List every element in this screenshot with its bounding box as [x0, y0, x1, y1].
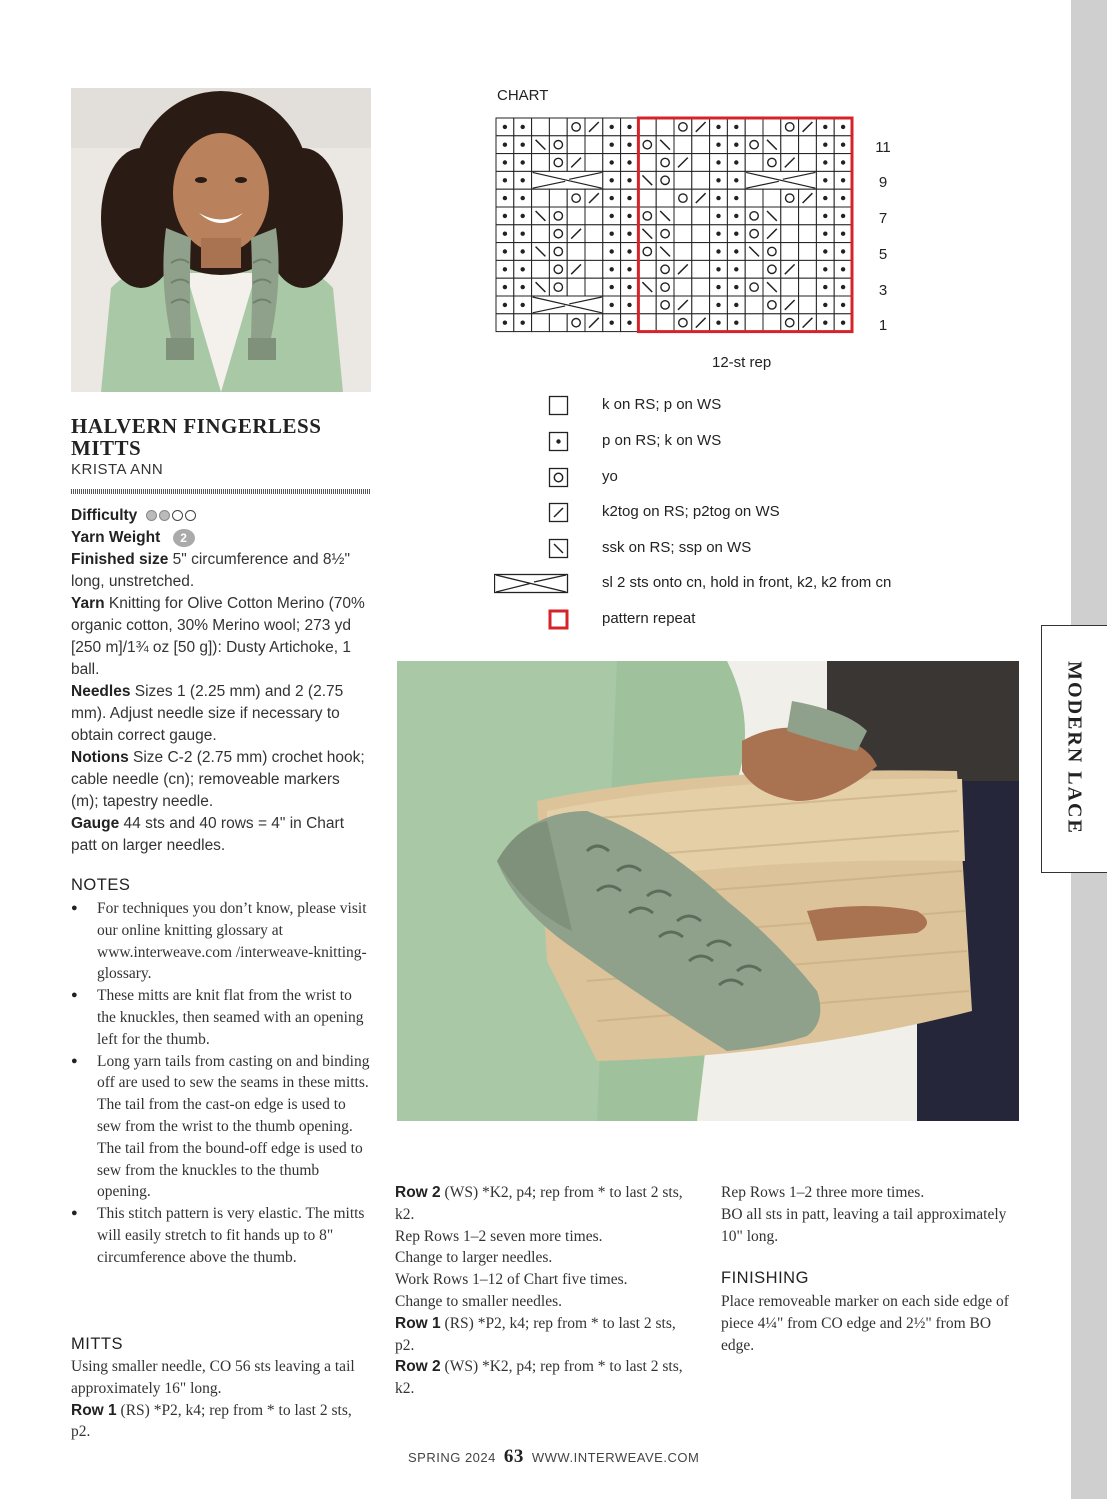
issue-label: SPRING 2024 — [408, 1450, 496, 1465]
purl-dot — [627, 267, 631, 271]
purl-dot — [521, 178, 525, 182]
row-1-line — [395, 1313, 685, 1357]
row-text: (WS) *K2, p4; rep from * to last 2 sts, k2. — [395, 1358, 683, 1398]
purl-dot — [610, 125, 614, 129]
purl-dot — [734, 125, 738, 129]
stitch-cell — [692, 278, 710, 296]
stitch-cell — [567, 278, 585, 296]
needles-line — [71, 681, 371, 747]
stitch-cell — [763, 154, 781, 172]
purl-dot — [841, 249, 845, 253]
website: WWW.INTERWEAVE.COM — [531, 1450, 700, 1465]
purl-dot — [610, 143, 614, 147]
stitch-cell — [692, 243, 710, 261]
purl-dot — [823, 143, 827, 147]
row-number: 7 — [878, 210, 888, 227]
needles-label: Needles — [71, 683, 131, 701]
stitch-cell — [638, 136, 656, 154]
row-number: 11 — [875, 139, 891, 156]
legend-cable — [494, 572, 934, 596]
stitch-cell — [674, 171, 692, 189]
stitch-cell — [638, 189, 656, 207]
stitch-cell — [549, 243, 567, 261]
purl-dot — [734, 143, 738, 147]
purl-dot — [610, 249, 614, 253]
purl-dot — [503, 143, 507, 147]
stitch-cell — [799, 260, 817, 278]
stitch-cell — [692, 207, 710, 225]
legend-label: ssk on RS; ssp on WS — [602, 539, 752, 556]
stitch-cell — [674, 118, 692, 136]
stitch-cell — [638, 243, 656, 261]
finishing-text: Place removeable marker on each side edge of piece 4¼" from CO edge and 2½" from BO edge. — [721, 1293, 1009, 1354]
purl-dot — [610, 285, 614, 289]
stitch-cell — [799, 296, 817, 314]
stitch-cell — [745, 296, 763, 314]
stitch-cell — [532, 189, 550, 207]
stitch-cell — [674, 314, 692, 332]
row-text: (RS) *P2, k4; rep from * to last 2 sts, p2. — [395, 1314, 676, 1354]
purl-dot — [503, 249, 507, 253]
purl-dot — [627, 321, 631, 325]
purl-dot — [503, 125, 507, 129]
stitch-cell — [532, 118, 550, 136]
stitch-cell — [585, 207, 603, 225]
finished-size-line — [71, 549, 371, 593]
stitch-cell — [638, 207, 656, 225]
stitch-cell — [799, 207, 817, 225]
purl-dot — [734, 178, 738, 182]
stitch-cell — [781, 314, 799, 332]
purl-dot — [610, 196, 614, 200]
purl-dot — [841, 196, 845, 200]
purl-dot — [627, 178, 631, 182]
purl-dot — [716, 160, 720, 164]
purl-dot — [823, 267, 827, 271]
purl-dot — [841, 232, 845, 236]
model-portrait-photo — [71, 88, 371, 392]
stitch-cell — [585, 225, 603, 243]
finished-size-text: 5" circumference and 8½" long, unstretched. — [71, 551, 350, 591]
stitch-cell — [763, 118, 781, 136]
pattern-specs — [71, 505, 371, 857]
portrait-illustration — [71, 88, 371, 392]
purl-dot — [521, 321, 525, 325]
stitch-cell — [763, 260, 781, 278]
purl-dot — [841, 125, 845, 129]
note-item: ● These mitts are knit flat from the wrist to the knuckles, then seamed with an opening left for the thumb. — [71, 985, 371, 1050]
stitch-cell — [692, 136, 710, 154]
stitch-cell — [638, 260, 656, 278]
notions-label: Notions — [71, 749, 129, 767]
purl-dot — [521, 214, 525, 218]
stitch-cell — [567, 118, 585, 136]
page-footer — [408, 1446, 699, 1468]
stitch-cell — [745, 136, 763, 154]
purl-dot — [521, 303, 525, 307]
mitts-row-1 — [71, 1400, 371, 1444]
purl-dot — [521, 232, 525, 236]
stitch-cell — [567, 207, 585, 225]
stitch-cell — [692, 225, 710, 243]
stitch-cell — [656, 314, 674, 332]
row-label: Row 1 — [71, 1401, 117, 1419]
row-label: Row 2 — [395, 1358, 441, 1376]
purl-dot — [627, 303, 631, 307]
purl-dot — [734, 303, 738, 307]
row-number: 9 — [878, 174, 888, 191]
larger-needles-line: Change to larger needles. — [395, 1249, 553, 1267]
stitch-cell — [585, 260, 603, 278]
purl-dot — [841, 285, 845, 289]
stitch-cell — [692, 154, 710, 172]
purl-dot — [521, 125, 525, 129]
purl-dot — [627, 285, 631, 289]
chart-title: CHART — [497, 87, 549, 104]
purl-dot — [841, 160, 845, 164]
finishing-instructions — [721, 1291, 1016, 1356]
stitch-cell — [745, 225, 763, 243]
stitch-cell — [656, 278, 674, 296]
stitch-cell — [638, 154, 656, 172]
purl-dot — [521, 249, 525, 253]
purl-dot — [627, 214, 631, 218]
stitch-cell — [781, 278, 799, 296]
purl-dot — [503, 214, 507, 218]
purl-dot — [503, 178, 507, 182]
stitch-cell — [745, 154, 763, 172]
difficulty-dot — [172, 510, 183, 521]
repeat-line: Rep Rows 1–2 seven more times. — [395, 1227, 603, 1245]
instructions-column-3 — [721, 1182, 1016, 1247]
purl-dot — [503, 232, 507, 236]
purl-dot — [716, 178, 720, 182]
stitch-cell — [799, 243, 817, 261]
purl-dot — [823, 303, 827, 307]
stitch-cell — [745, 314, 763, 332]
purl-dot — [734, 160, 738, 164]
yarn-label: Yarn — [71, 595, 105, 613]
row-2b-line — [395, 1356, 685, 1400]
repeat-three-line: Rep Rows 1–2 three more times. — [721, 1184, 925, 1201]
note-item: ● Long yarn tails from casting on and binding off are used to sew the seams in these mitts. The tail from the cast-on edge is used to sew from the wrist to the thumb opening. The tail from the bound-off edge is used to sew from the knuckles to the thumb opening. — [71, 1051, 371, 1204]
stitch-cell — [532, 260, 550, 278]
stitch-cell — [567, 189, 585, 207]
purl-dot — [716, 196, 720, 200]
legend-label: sl 2 sts onto cn, hold in front, k2, k2 from cn — [602, 574, 892, 591]
knit-symbol-icon — [494, 394, 604, 418]
row-number: 1 — [878, 317, 888, 334]
purl-dot — [823, 196, 827, 200]
stitch-cell — [799, 154, 817, 172]
purl-dot — [610, 267, 614, 271]
purl-dot — [610, 160, 614, 164]
stitch-cell — [656, 260, 674, 278]
purl-dot — [521, 143, 525, 147]
stitch-cell — [692, 171, 710, 189]
row-text: (WS) *K2, p4; rep from * to last 2 sts, k2. — [395, 1184, 683, 1223]
smaller-needles-line: Change to smaller needles. — [395, 1292, 563, 1310]
purl-dot — [610, 321, 614, 325]
purl-dot — [841, 303, 845, 307]
purl-dot — [841, 143, 845, 147]
stitch-cell — [549, 278, 567, 296]
purl-dot — [823, 285, 827, 289]
difficulty-dot — [185, 510, 196, 521]
gauge-text: 44 sts and 40 rows = 4" in Chart patt on larger needles. — [71, 815, 345, 855]
purl-dot — [716, 232, 720, 236]
notions-text: Size C-2 (2.75 mm) crochet hook; cable needle (cn); removeable markers (m); tapestry needle. — [71, 749, 365, 811]
stitch-cell — [549, 225, 567, 243]
yarn-weight-label: Yarn Weight — [71, 529, 161, 547]
purl-dot — [734, 196, 738, 200]
stitch-cell — [656, 118, 674, 136]
stitch-cell — [549, 314, 567, 332]
row-2-line — [395, 1182, 685, 1226]
purl-dot — [627, 125, 631, 129]
k2tog-symbol-icon — [494, 501, 604, 525]
purl-dot — [823, 178, 827, 182]
stitch-cell — [763, 189, 781, 207]
stitch-cell — [549, 260, 567, 278]
stitch-cell — [781, 243, 799, 261]
stitch-cell — [674, 243, 692, 261]
purl-dot — [716, 285, 720, 289]
row-text: (RS) *P2, k4; rep from * to last 2 sts, p2. — [71, 1401, 352, 1441]
purl-dot — [716, 321, 720, 325]
purl-dot — [823, 321, 827, 325]
stitch-cell — [532, 154, 550, 172]
notes-heading: NOTES — [71, 876, 131, 894]
stitch-cell — [674, 189, 692, 207]
purl-dot — [823, 160, 827, 164]
stitch-cell — [638, 118, 656, 136]
chart-line: Work Rows 1–12 of Chart five times. — [395, 1271, 628, 1289]
purl-dot — [841, 321, 845, 325]
stitch-cell — [656, 189, 674, 207]
row-label: Row 1 — [395, 1314, 441, 1332]
cable-symbol-icon — [494, 572, 604, 596]
stitch-chart — [490, 112, 870, 348]
legend-label: p on RS; k on WS — [602, 432, 722, 449]
stitch-cell — [585, 154, 603, 172]
mitt-clutch-photo — [397, 661, 1019, 1121]
stitch-cell — [532, 314, 550, 332]
legend-ssk — [494, 537, 934, 561]
legend-k2tog — [494, 501, 934, 525]
purl-dot — [734, 285, 738, 289]
purl-dot — [716, 214, 720, 218]
stitch-cell — [674, 136, 692, 154]
ssk-symbol-icon — [494, 537, 604, 561]
stitch-cell — [763, 243, 781, 261]
stitch-cell — [532, 225, 550, 243]
purl-dot — [734, 214, 738, 218]
gauge-label: Gauge — [71, 815, 120, 833]
note-item: ● This stitch pattern is very elastic. The mitts will easily stretch to fit hands up to 8" circumference above the thumb. — [71, 1203, 371, 1268]
stitch-cell — [763, 296, 781, 314]
purl-dot — [610, 232, 614, 236]
finished-size-label: Finished size — [71, 551, 169, 569]
difficulty-line — [71, 505, 371, 527]
purl-dot — [521, 285, 525, 289]
stitch-cell — [567, 314, 585, 332]
pattern-title: HALVERN FINGERLESS MITTS — [71, 414, 322, 460]
stitch-cell — [781, 207, 799, 225]
row-label: Row 2 — [395, 1184, 441, 1201]
purl-dot — [716, 303, 720, 307]
legend-label: k2tog on RS; p2tog on WS — [602, 503, 780, 520]
purl-dot — [610, 303, 614, 307]
stitch-cell — [585, 278, 603, 296]
stitch-cell — [549, 118, 567, 136]
stitch-cell — [567, 243, 585, 261]
stitch-cell — [799, 136, 817, 154]
yarn-weight-line — [71, 527, 371, 549]
purl-dot — [627, 143, 631, 147]
purl-dot — [841, 214, 845, 218]
difficulty-rating — [146, 505, 198, 527]
legend-purl — [494, 430, 934, 454]
purl-dot — [610, 178, 614, 182]
stitch-cell — [549, 154, 567, 172]
stitch-cell — [549, 189, 567, 207]
yarn-weight-icon: 2 — [173, 529, 195, 547]
yarn-over-symbol-icon — [494, 466, 604, 490]
purl-dot — [823, 249, 827, 253]
stitch-cell — [638, 296, 656, 314]
note-item: ● For techniques you don’t know, please visit our online knitting glossary at www.interweave.com /interweave-knitting-glossary. — [71, 898, 371, 985]
purl-dot — [716, 267, 720, 271]
stitch-cell — [656, 225, 674, 243]
stitch-cell — [585, 243, 603, 261]
section-tab-label: MODERN LACE — [1063, 661, 1086, 835]
stitch-cell — [549, 136, 567, 154]
stitch-cell — [745, 260, 763, 278]
difficulty-label: Difficulty — [71, 507, 138, 525]
title-rule — [71, 489, 370, 494]
purl-dot — [627, 249, 631, 253]
stitch-cell — [763, 314, 781, 332]
purl-dot — [716, 143, 720, 147]
difficulty-dot — [146, 510, 157, 521]
stitch-cell — [674, 207, 692, 225]
stitch-cell — [567, 136, 585, 154]
legend-repeat — [494, 608, 934, 632]
repeat-label: 12-st rep — [712, 354, 772, 371]
legend-label: pattern repeat — [602, 610, 696, 627]
yarn-line — [71, 593, 371, 681]
purl-dot — [734, 232, 738, 236]
stitch-cell — [692, 296, 710, 314]
legend-yo — [494, 466, 934, 490]
notions-line — [71, 747, 371, 813]
stitch-cell — [674, 225, 692, 243]
legend-knit — [494, 394, 934, 418]
mitts-instructions — [71, 1356, 371, 1443]
repeat-outline-icon — [494, 608, 604, 632]
purl-dot — [841, 267, 845, 271]
purl-dot — [716, 125, 720, 129]
purl-dot — [734, 267, 738, 271]
purl-dot — [503, 303, 507, 307]
purl-dot — [521, 160, 525, 164]
stitch-cell — [585, 136, 603, 154]
stitch-cell — [781, 225, 799, 243]
purl-dot — [823, 125, 827, 129]
finishing-heading: FINISHING — [721, 1269, 809, 1287]
instructions-column-2 — [395, 1182, 685, 1400]
legend-label: k on RS; p on WS — [602, 396, 722, 413]
purl-dot — [503, 267, 507, 271]
stitch-cell — [799, 278, 817, 296]
purl-dot — [734, 321, 738, 325]
legend-label: yo — [602, 468, 618, 485]
stitch-cell — [674, 278, 692, 296]
purl-dot — [503, 160, 507, 164]
purl-dot — [521, 267, 525, 271]
stitch-cell — [799, 225, 817, 243]
yarn-text: Knitting for Olive Cotton Merino (70% organic cotton, 30% Merino wool; 273 yd [250 m]/1¾ oz [50 g]): Dusty Artichoke, 1 ball. — [71, 595, 365, 679]
purl-dot — [734, 249, 738, 253]
designer-name: KRISTA ANN — [71, 461, 164, 478]
purl-dot — [627, 196, 631, 200]
bind-off-line: BO all sts in patt, leaving a tail approximately 10" long. — [721, 1205, 1007, 1245]
purl-dot — [823, 232, 827, 236]
purl-dot — [823, 214, 827, 218]
gauge-line — [71, 813, 371, 857]
stitch-cell — [745, 278, 763, 296]
stitch-cell — [549, 207, 567, 225]
stitch-cell — [656, 296, 674, 314]
purl-dot — [627, 232, 631, 236]
difficulty-dot — [159, 510, 170, 521]
row-number: 3 — [878, 282, 888, 299]
stitch-cell — [656, 154, 674, 172]
stitch-cell — [745, 207, 763, 225]
purl-dot — [716, 249, 720, 253]
purl-dot — [610, 214, 614, 218]
stitch-cell — [745, 189, 763, 207]
needles-text: Sizes 1 (2.25 mm) and 2 (2.75 mm). Adjust needle size if necessary to obtain correct gauge. — [71, 683, 344, 745]
purl-dot — [521, 196, 525, 200]
purl-dot — [627, 160, 631, 164]
stitch-cell — [745, 118, 763, 136]
purl-dot — [841, 178, 845, 182]
stitch-cell — [656, 171, 674, 189]
purl-dot — [503, 285, 507, 289]
mitts-heading: MITTS — [71, 1335, 123, 1353]
mitt-illustration — [397, 661, 1019, 1121]
stitch-cell — [638, 314, 656, 332]
purl-dot — [503, 196, 507, 200]
purl-dot — [503, 321, 507, 325]
stitch-cell — [781, 118, 799, 136]
page-number: 63 — [503, 1446, 524, 1467]
notes-list — [71, 898, 371, 1269]
mitts-intro: Using smaller needle, CO 56 sts leaving a tail approximately 16" long. — [71, 1358, 355, 1397]
stitch-cell — [692, 260, 710, 278]
row-number: 5 — [878, 246, 888, 263]
purl-symbol-icon — [494, 430, 604, 454]
stitch-cell — [781, 189, 799, 207]
stitch-cell — [781, 136, 799, 154]
